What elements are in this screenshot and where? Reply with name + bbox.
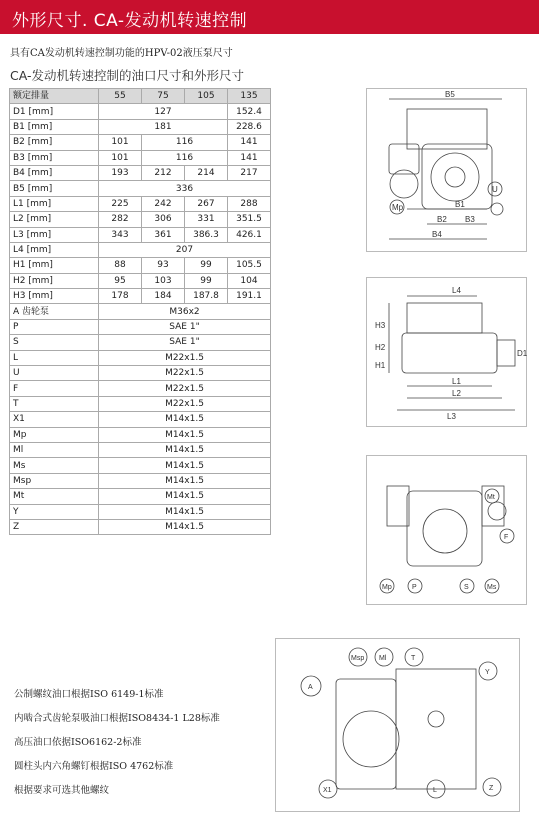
table-row <box>10 119 271 134</box>
table-row <box>10 427 271 442</box>
row-label: T <box>10 396 99 411</box>
front-view-drawing <box>366 88 527 252</box>
port-label-mp: Mp <box>392 203 404 212</box>
row-label: U <box>10 366 99 381</box>
table-row <box>10 350 271 365</box>
dim-label-b3: B3 <box>465 215 475 224</box>
table-cell: M22x1.5 <box>99 396 271 411</box>
table-row <box>10 304 271 319</box>
table-row <box>10 212 271 227</box>
table-cell: 101 <box>99 150 142 165</box>
dim-label-d1: D1 <box>517 349 528 358</box>
table-cell: M14x1.5 <box>99 473 271 488</box>
table-cell: 99 <box>185 258 228 273</box>
control-detail-drawing <box>275 638 520 812</box>
main-housing <box>402 333 497 373</box>
table-row <box>10 458 271 473</box>
table-row <box>10 504 271 519</box>
table-cell: 181 <box>99 119 228 134</box>
table-cell: 141 <box>228 135 271 150</box>
table-cell: 127 <box>99 104 228 119</box>
table-row <box>10 489 271 504</box>
table-cell: 426.1 <box>228 227 271 242</box>
dim-label-b4: B4 <box>432 230 442 239</box>
valve-port <box>428 711 444 727</box>
row-label: B4 [mm] <box>10 165 99 180</box>
table-header-cell: 105 <box>185 89 228 104</box>
dim-label-h1: H1 <box>375 361 386 370</box>
table-row <box>10 319 271 334</box>
table-cell: 242 <box>142 196 185 211</box>
dimension-table <box>9 88 271 535</box>
table-cell: 88 <box>99 258 142 273</box>
row-label: L <box>10 350 99 365</box>
dim-label-h3: H3 <box>375 321 386 330</box>
row-label: P <box>10 319 99 334</box>
table-row <box>10 442 271 457</box>
table-cell: 93 <box>142 258 185 273</box>
table-cell: 103 <box>142 273 185 288</box>
table-row <box>10 227 271 242</box>
row-label: L3 [mm] <box>10 227 99 242</box>
table-cell: SAE 1" <box>99 335 271 350</box>
table-cell: M14x1.5 <box>99 504 271 519</box>
table-cell: 116 <box>142 150 228 165</box>
row-label: Msp <box>10 473 99 488</box>
dim-label-l3: L3 <box>447 412 456 421</box>
side-block <box>389 144 419 174</box>
right-block <box>482 486 504 526</box>
table-cell: M36x2 <box>99 304 271 319</box>
table-row <box>10 258 271 273</box>
table-row <box>10 412 271 427</box>
table-row <box>10 473 271 488</box>
subtitle: 具有CA发动机转速控制功能的HPV-02液压泵尺寸 <box>10 48 233 59</box>
table-cell: M14x1.5 <box>99 427 271 442</box>
note-item: 内啮合式齿轮泵吸油口根据ISO8434-1 L28标准 <box>14 713 220 724</box>
dim-label-l2: L2 <box>452 389 461 398</box>
table-cell: 351.5 <box>228 212 271 227</box>
row-label: D1 [mm] <box>10 104 99 119</box>
row-label: L2 [mm] <box>10 212 99 227</box>
page-title: 外形尺寸. CA-发动机转速控制 <box>12 11 248 31</box>
note-item: 根据要求可选其他螺纹 <box>14 785 110 796</box>
table-cell: 116 <box>142 135 228 150</box>
table-cell: 288 <box>228 196 271 211</box>
page-header <box>0 0 539 34</box>
table-header-cell: 75 <box>142 89 185 104</box>
port-label-l: L <box>433 787 437 794</box>
table-cell: 104 <box>228 273 271 288</box>
table-row <box>10 396 271 411</box>
row-label: Z <box>10 519 99 534</box>
notes-list <box>14 688 220 808</box>
table-row <box>10 181 271 196</box>
table-header-cell: 135 <box>228 89 271 104</box>
note-item: 圆柱头内六角螺钉根据ISO 4762标准 <box>14 761 174 772</box>
table-cell: 193 <box>99 165 142 180</box>
table-cell: 105.5 <box>228 258 271 273</box>
port-label-mp-rear: Mp <box>382 584 392 591</box>
table-row <box>10 366 271 381</box>
port-label-msp: Msp <box>351 655 365 662</box>
table-row <box>10 135 271 150</box>
row-label: Mp <box>10 427 99 442</box>
table-header-cell: 55 <box>99 89 142 104</box>
table-cell: 331 <box>185 212 228 227</box>
rear-flange <box>407 491 482 566</box>
dim-label-l4: L4 <box>452 286 461 295</box>
row-label: Ms <box>10 458 99 473</box>
port-label-mt: Mt <box>487 494 495 501</box>
table-header-row <box>10 89 271 104</box>
row-label: A 齿轮泵 <box>10 304 99 319</box>
table-cell: 267 <box>185 196 228 211</box>
shaft-center <box>445 167 465 187</box>
note-item: 高压油口依据ISO6162-2标准 <box>14 737 142 748</box>
row-label: S <box>10 335 99 350</box>
table-cell: 99 <box>185 273 228 288</box>
port-label-t: T <box>411 655 416 662</box>
dim-label-l1: L1 <box>452 377 461 386</box>
rear-port-circle <box>423 509 467 553</box>
table-cell: 306 <box>142 212 185 227</box>
table-row <box>10 242 271 257</box>
table-cell: M22x1.5 <box>99 350 271 365</box>
row-label: F <box>10 381 99 396</box>
row-label: B1 [mm] <box>10 119 99 134</box>
table-cell: 178 <box>99 289 142 304</box>
table-row <box>10 273 271 288</box>
section-title: CA-发动机转速控制的油口尺寸和外形尺寸 <box>10 68 245 83</box>
port-label-ml: Ml <box>379 655 387 662</box>
port-label-a: A <box>308 684 313 691</box>
table-cell: 191.1 <box>228 289 271 304</box>
table-cell: 217 <box>228 165 271 180</box>
table-cell: 187.8 <box>185 289 228 304</box>
table-row <box>10 335 271 350</box>
table-cell: 336 <box>99 181 271 196</box>
shaft-flange <box>431 153 479 201</box>
row-label: Mt <box>10 489 99 504</box>
table-cell: M14x1.5 <box>99 442 271 457</box>
table-cell: 212 <box>142 165 185 180</box>
table-row <box>10 519 271 534</box>
table-row <box>10 104 271 119</box>
port-label-y: Y <box>485 669 490 676</box>
pump-flange-circle <box>343 711 399 767</box>
table-cell: 184 <box>142 289 185 304</box>
table-cell: 343 <box>99 227 142 242</box>
table-cell: M22x1.5 <box>99 366 271 381</box>
port-mp2-circle <box>491 203 503 215</box>
port-label-ms: Ms <box>487 584 497 591</box>
table-cell: M14x1.5 <box>99 519 271 534</box>
note-item: 公制螺纹油口根据ISO 6149-1标准 <box>14 689 164 700</box>
port-label-z: Z <box>489 785 494 792</box>
rear-view-svg <box>367 456 526 604</box>
row-label: L4 [mm] <box>10 242 99 257</box>
table-row <box>10 150 271 165</box>
table-cell: 282 <box>99 212 142 227</box>
row-label: B3 [mm] <box>10 150 99 165</box>
dim-label-b5: B5 <box>445 90 455 99</box>
control-block <box>396 669 476 789</box>
pump-top-body <box>407 109 487 149</box>
table-header-label: 额定排量 <box>10 89 99 104</box>
row-label: H1 [mm] <box>10 258 99 273</box>
row-label: L1 [mm] <box>10 196 99 211</box>
port-label-x1: X1 <box>323 787 332 794</box>
rear-view-drawing <box>366 455 527 605</box>
table-cell: 214 <box>185 165 228 180</box>
pump-body <box>336 679 396 789</box>
table-cell: 101 <box>99 135 142 150</box>
table-cell: 386.3 <box>185 227 228 242</box>
table-cell: 228.6 <box>228 119 271 134</box>
left-block <box>387 486 409 526</box>
row-label: H3 [mm] <box>10 289 99 304</box>
table-row <box>10 165 271 180</box>
row-label: H2 [mm] <box>10 273 99 288</box>
shaft-end <box>497 340 515 366</box>
table-row <box>10 289 271 304</box>
gear-pump-circle <box>488 502 506 520</box>
table-cell: 225 <box>99 196 142 211</box>
table-row <box>10 381 271 396</box>
table-row <box>10 196 271 211</box>
row-label: B2 [mm] <box>10 135 99 150</box>
control-detail-svg <box>276 639 519 811</box>
dim-label-b2: B2 <box>437 215 447 224</box>
table-cell: M22x1.5 <box>99 381 271 396</box>
table-cell: 361 <box>142 227 185 242</box>
table-cell: M14x1.5 <box>99 412 271 427</box>
row-label: X1 <box>10 412 99 427</box>
row-label: Ml <box>10 442 99 457</box>
dim-label-b1: B1 <box>455 200 465 209</box>
table-cell: 141 <box>228 150 271 165</box>
side-view-svg <box>367 278 526 426</box>
row-label: B5 [mm] <box>10 181 99 196</box>
port-label-p: P <box>412 584 417 591</box>
table-cell: 207 <box>99 242 271 257</box>
table-cell: 152.4 <box>228 104 271 119</box>
port-label-u: U <box>492 185 498 194</box>
table-cell: M14x1.5 <box>99 489 271 504</box>
table-cell: M14x1.5 <box>99 458 271 473</box>
table-cell: SAE 1" <box>99 319 271 334</box>
dim-label-h2: H2 <box>375 343 386 352</box>
row-label: Y <box>10 504 99 519</box>
upper-housing <box>407 303 482 333</box>
table-cell: 95 <box>99 273 142 288</box>
front-view-svg <box>367 89 526 251</box>
port-label-f: F <box>504 534 509 541</box>
port-label-s: S <box>464 584 469 591</box>
side-view-drawing <box>366 277 527 427</box>
